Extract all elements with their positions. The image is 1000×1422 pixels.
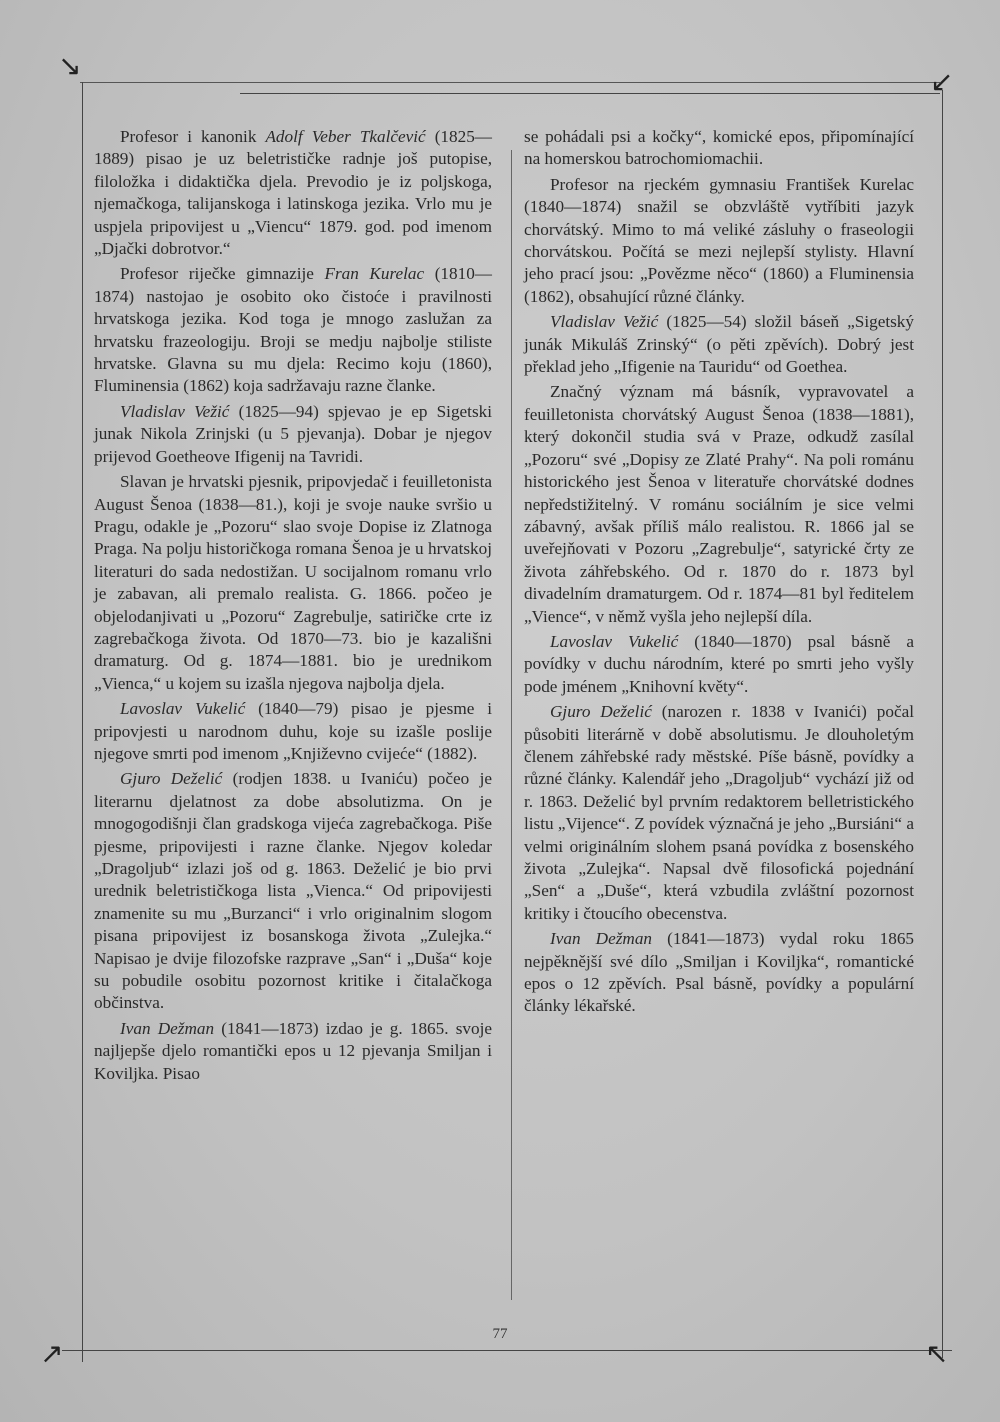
paragraph-text: Slavan je hrvatski pjesnik, pripovjedač i feuilletonista August Šenoa (1838—81.), koji je svoje nauke svršio u Pragu, odakle je „Pozoru“ slao svoje Dopise iz Zlatnoga Praga. Na polju historičkoga romana Šenoa je u hrvatskoj literaturi do sada nedostižan. U socijalnom romanu vrlo je zabavan, ali premalo realista. G. 1866. počeo je objelodanjivati u „Pozoru“ Zagrebulje, satiričke crte iz zagrebačkoga života. Od 1870—73. bio je kazališni dramaturg. Od g. 1874—1881. bio je urednikom „Vienca,“ u kojem su izašla njegova najbolja djela.: [94, 472, 492, 693]
paragraph: [524, 928, 914, 1018]
author-name: Ivan Dežman: [550, 929, 653, 949]
paragraph: [94, 768, 492, 1014]
right-column-czech: [524, 126, 914, 1021]
left-column-croatian: [94, 126, 492, 1088]
corner-mark-bottom-right-icon: ↖: [925, 1337, 949, 1370]
author-name: Gjuro Deželić: [550, 702, 652, 722]
paragraph: [94, 1018, 492, 1085]
author-name: Fran Kurelac: [324, 264, 425, 284]
paragraph-text: se pohádali psi a kočky“, komické epos, připomínající na homerskou batrochomiomachii.: [524, 127, 914, 169]
author-name: Gjuro Deželić: [120, 769, 223, 789]
paragraph: [524, 701, 914, 925]
paragraph-text: (1825—94) spjevao je ep Sigetski junak Nikola Zrinjski (u 5 pjevanja). Dobar je njegov prijevod Goetheove Ifigenij na Tavridi.: [94, 401, 492, 466]
author-name: Vladislav Vežić: [550, 312, 659, 332]
paragraph: [524, 311, 914, 378]
paragraph: [524, 126, 914, 171]
paragraph-text: (1810—1874) nastojao je osobito oko čistoće i pravilnosti hrvatskoga jezika. Kod toga je mnogo zaslužan za hrvatsku frazeologiju. Broji se medju najbolje stiliste hrvatske. Glavna su mu djela: Recimo koju (1860), Fluminensia (1862) koja sadržavaju razne članke.: [94, 264, 492, 396]
paragraph-text: Profesor i kanonik: [120, 127, 266, 146]
paragraph-text: (1825—1889) pisao je uz beletrističke radnje još putopise, filoložka i didaktička djela. Prevodio je iz poljskoga, njemačkoga, talijanskoga i latinskoga jezika. Vrlo mu je uspjela pripovijest u „Viencu“ 1879. god. pod imenom „Djački dobrotvor.“: [94, 127, 492, 259]
paragraph: [94, 698, 492, 765]
corner-mark-bottom-left-icon: ↗: [40, 1337, 64, 1370]
paragraph: [94, 126, 492, 260]
paragraph-text: (1825—54) složil báseň „Sigetský junák Mikuláš Zrinský“ (o pěti zpěvích). Dobrý jest překlad jeho „Ifigenie na Tauridu“ od Goethea.: [524, 312, 914, 377]
paragraph-text: (1840—79) pisao je pjesme i pripovjesti u narodnom duhu, koje su izašle poslije njegove smrti pod imenom „Književno cvijeće“ (1882).: [94, 699, 492, 763]
paragraph-text: (1840—1870) psal básně a povídky v duchu národním, které po smrti jeho vyšly pode jménem „Knihovní květy“.: [524, 631, 914, 696]
paragraph-text: Profesor riječke gimnazije: [120, 264, 325, 284]
frame-top-inner-rule: [240, 93, 940, 94]
author-name: Lavoslav Vukelić: [120, 699, 246, 719]
corner-mark-top-right-icon: ↙: [930, 65, 954, 98]
frame-left-rule: [82, 82, 83, 1362]
author-name: Adolf Veber Tkalčević: [265, 127, 426, 146]
author-name: Vladislav Vežić: [120, 401, 230, 421]
paragraph-text: Značný význam má básník, vypravovatel a feuilletonista chorvátský August Šenoa (1838—1881), který dokončil studia svá v Praze, odkudž zasílal „Pozoru“ své „Dopisy ze Zlaté Prahy“. Na poli románu historického jest Šenoa v literatuře chorvátské dodnes nepředstižitelný. V románu sociálním je sice velmi zábavný, avšak příliš málo realistou. R. 1866 jal se uveřejňovati v Pozoru „Zagrebulje“, satyrické črty ze života záhřebského. Od r. 1870 do r. 1873 byl divadelním dramaturgem. Od r. 1874—81 byl ředitelem „Vience“, v němž vyšla jeho nejlepší díla.: [524, 382, 914, 626]
frame-top-rule: [80, 82, 940, 97]
paragraph-text: (rodjen 1838. u Ivaniću) počeo je literarnu djelatnost za dobe absolutizma. On je mnogogodišnji član gradskoga vijeća zagrebačkoga. Piše pjesme, pripovijesti i razne članke. Njegov koledar „Dragoljub“ izlazi još od g. 1863. Deželić je bio prvi urednik beletrističkoga lista „Vienca.“ Od pripovijesti znamenite su mu „Burzanci“ i vrlo originalnim slogom pisana pripovijest iz bosanskoga života „Zulejka.“ Napisao je dvije filozofske razprave „San“ i „Duša“ koje su pobudile osobitu pozornost kritike i čitalačkoga občinstva.: [94, 769, 492, 1013]
page-number: 77: [492, 1326, 508, 1342]
paragraph-text: (narozen r. 1838 v Ivanići) počal působiti literárně v době absolutismu. Je dlouholetým členem záhřebské rady městské. Píše básně, povídky a různé články. Kalendář jeho „Dragoljub“ vychází již od r. 1863. Deželić byl prvním redaktorem belletristického listu „Vijence“. Z povídek význačná je jeho „Bursiáni“ a velmi originálním slohem psaná povídka z bosenského života „Zulejka“. Napsal dvě filosofická pojednání „Sen“ a „Duše“, která vzbudila zvláštní pozornost kritiky i čtoucího obecenstva.: [524, 702, 914, 923]
frame-right-rule: [942, 90, 943, 1358]
column-divider: [511, 150, 512, 1300]
paragraph-text: (1841—1873) izdao je g. 1865. svoje najljepše djelo romantički epos u 12 pjevanja Smiljan i Koviljka. Pisao: [94, 1018, 492, 1083]
paragraph-text: (1841—1873) vydal roku 1865 nejpěknější své dílo „Smiljan i Koviljka“, romantické epos o 12 zpěvích. Psal básně, povídky a populární články lékařské.: [524, 929, 915, 1016]
frame-bottom-rule: [62, 1350, 952, 1351]
author-name: Lavoslav Vukelić: [550, 631, 679, 651]
paragraph: [524, 381, 914, 627]
author-name: Ivan Dežman: [120, 1018, 215, 1038]
paragraph-text: Profesor na rjeckém gymnasiu František Kurelac (1840—1874) snažil se obzvláště vytříbiti jazyk chorvátský. Mimo to má veliké zásluhy o fraseologii chorvátskou. Počítá se mezi nejlepší stylisty. Hlavní jeho prací jsou: „Povězme něco“ (1860) a Fluminensia (1862), obsahující různé články.: [524, 174, 914, 306]
paragraph: [94, 263, 492, 397]
paragraph: [94, 401, 492, 468]
paragraph: [524, 631, 914, 698]
paragraph: [94, 471, 492, 695]
corner-mark-top-left-icon: ↘: [58, 49, 82, 82]
paragraph: [524, 174, 914, 308]
